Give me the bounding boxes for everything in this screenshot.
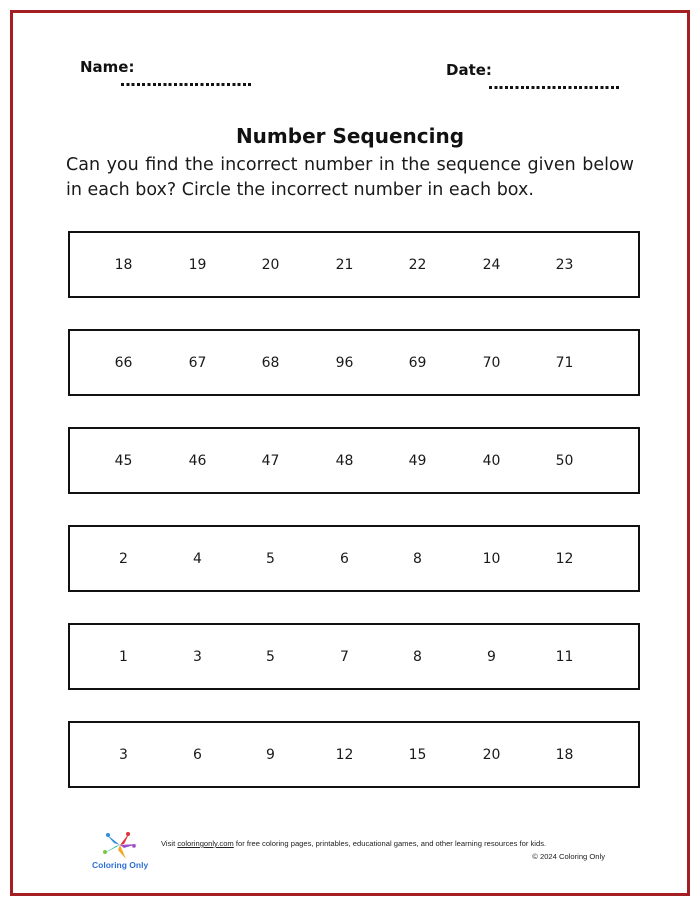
sequence-number[interactable]: 40 <box>482 452 501 469</box>
sequence-number[interactable]: 22 <box>408 256 427 273</box>
sequence-number[interactable]: 46 <box>188 452 207 469</box>
sequence-number[interactable]: 20 <box>482 746 501 763</box>
sequence-number[interactable]: 7 <box>340 648 349 665</box>
sequence-number[interactable]: 5 <box>266 550 275 567</box>
sequence-number[interactable]: 45 <box>114 452 133 469</box>
sequence-number[interactable]: 19 <box>188 256 207 273</box>
name-field-line[interactable] <box>121 83 252 86</box>
sequence-number[interactable]: 12 <box>555 550 574 567</box>
date-field-line[interactable] <box>489 86 620 89</box>
sequence-box <box>68 623 640 690</box>
sequence-box <box>68 525 640 592</box>
sequence-number[interactable]: 24 <box>482 256 501 273</box>
sequence-box <box>68 721 640 788</box>
sequence-number[interactable]: 5 <box>266 648 275 665</box>
sequence-number[interactable]: 68 <box>261 354 280 371</box>
sequence-box <box>68 427 640 494</box>
sequence-number[interactable]: 3 <box>193 648 202 665</box>
instructions: Can you find the incorrect number in the sequence given below in each box? Circle the incorrect number in each box. <box>66 155 634 200</box>
sequence-number[interactable]: 21 <box>335 256 354 273</box>
sequence-number[interactable]: 50 <box>555 452 574 469</box>
sequence-number[interactable]: 66 <box>114 354 133 371</box>
sequence-number[interactable]: 47 <box>261 452 280 469</box>
sequence-box <box>68 231 640 298</box>
sequence-number[interactable]: 3 <box>119 746 128 763</box>
sequence-number[interactable]: 69 <box>408 354 427 371</box>
sequence-number[interactable]: 15 <box>408 746 427 763</box>
sequence-number[interactable]: 96 <box>335 354 354 371</box>
sequence-number[interactable]: 2 <box>119 550 128 567</box>
visit-prefix: Visit <box>161 839 178 848</box>
sequence-number[interactable]: 48 <box>335 452 354 469</box>
copyright-text: © 2024 Coloring Only <box>532 852 605 861</box>
coloring-only-logo[interactable] <box>92 830 148 872</box>
sequence-number[interactable]: 8 <box>413 550 422 567</box>
sequence-box <box>68 329 640 396</box>
sequence-number[interactable]: 70 <box>482 354 501 371</box>
name-label: Name: <box>80 58 135 76</box>
worksheet-title: Number Sequencing <box>235 124 465 148</box>
footer <box>0 826 700 876</box>
sequence-number[interactable]: 71 <box>555 354 574 371</box>
sequence-number[interactable]: 6 <box>340 550 349 567</box>
sequence-number[interactable]: 12 <box>335 746 354 763</box>
sequence-number[interactable]: 20 <box>261 256 280 273</box>
visit-suffix: for free coloring pages, printables, educational games, and other learning resources for kids. <box>233 839 547 848</box>
pinwheel-logo-icon <box>100 830 140 860</box>
sequence-number[interactable]: 67 <box>188 354 207 371</box>
sequence-number[interactable]: 18 <box>114 256 133 273</box>
sequence-number[interactable]: 10 <box>482 550 501 567</box>
sequence-number[interactable]: 8 <box>413 648 422 665</box>
sequence-number[interactable]: 1 <box>119 648 128 665</box>
sequence-number[interactable]: 11 <box>555 648 574 665</box>
sequence-number[interactable]: 18 <box>555 746 574 763</box>
sequence-number[interactable]: 9 <box>487 648 496 665</box>
coloringonly-link[interactable]: coloringonly.com <box>177 839 234 848</box>
sequence-number[interactable]: 4 <box>193 550 202 567</box>
sequence-number[interactable]: 6 <box>193 746 202 763</box>
sequence-number[interactable]: 49 <box>408 452 427 469</box>
date-label: Date: <box>446 61 492 79</box>
sequence-number[interactable]: 9 <box>266 746 275 763</box>
footer-visit-text <box>161 839 546 848</box>
sequence-number[interactable]: 23 <box>555 256 574 273</box>
logo-text: Coloring Only <box>92 860 149 870</box>
